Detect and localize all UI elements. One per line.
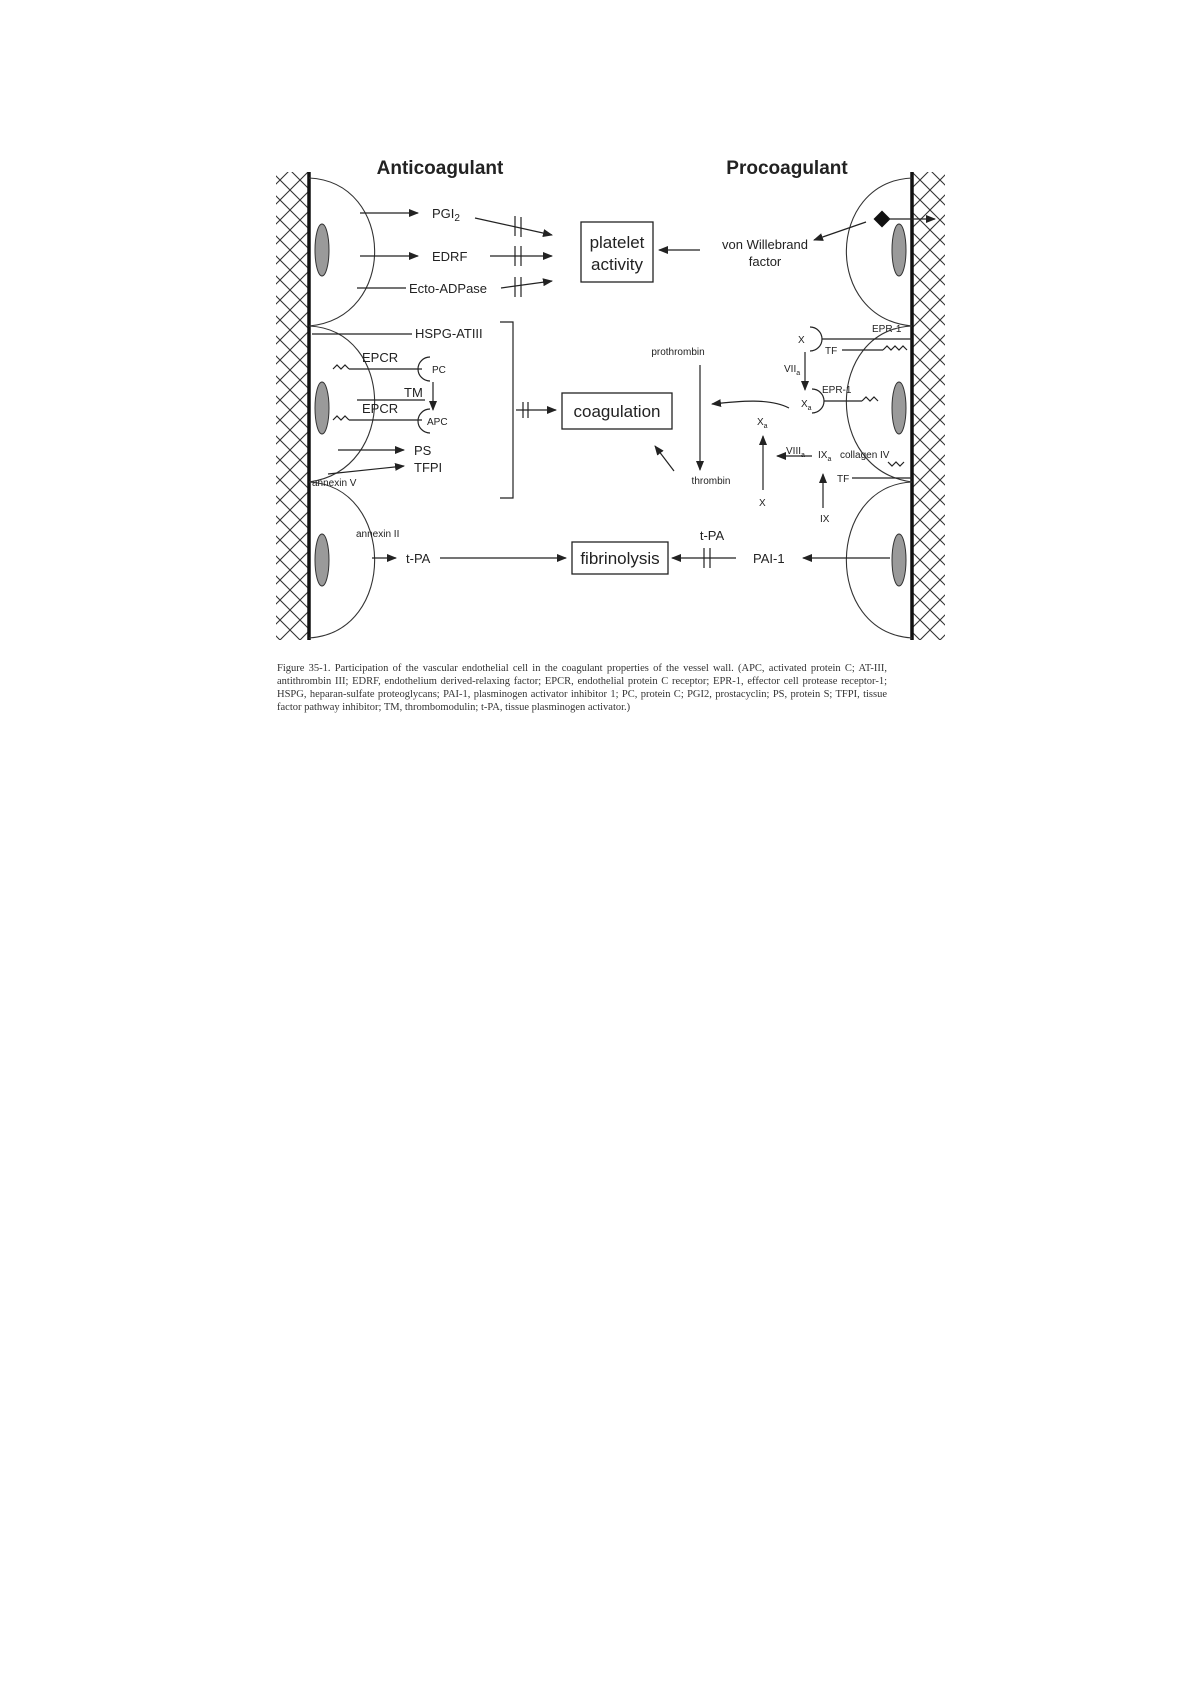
arrow-thrombin-feedback — [655, 446, 674, 471]
label-x-bottom: X — [759, 498, 766, 509]
label-annexin-v: annexin V — [312, 478, 357, 489]
label-tf-low: TF — [837, 474, 850, 485]
coagulation-box — [562, 393, 672, 429]
label-pc: PC — [432, 365, 446, 376]
label-vwf-1: von Willebrand — [722, 237, 808, 252]
label-ps: PS — [414, 443, 432, 458]
label-apc: APC — [427, 417, 448, 428]
bracket — [500, 322, 513, 498]
label-epr1-top: EPR-1 — [872, 324, 902, 335]
label-tf-top: TF — [825, 346, 838, 357]
label-hspg-atiii: HSPG-ATIII — [415, 326, 483, 341]
svg-text:coagulation: coagulation — [573, 402, 661, 421]
arrow-xa-to-thrombin-conv — [712, 401, 789, 408]
arrow-tfpi — [328, 466, 404, 474]
right-endothelial-cells — [846, 178, 912, 638]
platelet-activity-box — [581, 222, 653, 282]
svg-text:activity: activity — [591, 255, 643, 274]
label-tm: TM — [404, 385, 423, 400]
label-epcr-1: EPCR — [362, 350, 399, 365]
epr1-receptor-top — [810, 327, 822, 351]
collagen-anchor — [888, 462, 904, 466]
fibrinolysis-box — [572, 542, 668, 574]
label-ixa: $IX_a$ — [818, 450, 832, 463]
label-tpa-right: t-PA — [699, 528, 725, 543]
arrow-pgi2-platelet — [475, 218, 552, 235]
label-vwf-2: factor — [748, 254, 782, 269]
right-vessel-wall — [912, 172, 945, 640]
label-xa-low: $X_a$ — [757, 417, 768, 430]
label-x-top: X — [798, 335, 805, 346]
label-epr1-mid: EPR-1 — [822, 385, 852, 396]
epcr-anchor-2 — [333, 416, 349, 420]
label-xa-mid: $X_a$ — [801, 399, 812, 412]
header-procoagulant: Procoagulant — [726, 158, 848, 179]
label-pai1: PAI-1 — [753, 551, 785, 566]
label-ecto-adpase: Ecto-ADPase — [409, 281, 488, 296]
label-viia: $VII_a$ — [784, 364, 801, 377]
label-viiia: $VIII_a$ — [786, 446, 805, 459]
left-vessel-wall — [276, 172, 309, 640]
arrow-ecto-platelet — [501, 281, 552, 288]
svg-text:platelet: platelet — [589, 233, 645, 252]
label-prothrombin: prothrombin — [651, 347, 705, 358]
epcr-anchor-1 — [333, 365, 349, 369]
label-ix-bottom: IX — [820, 514, 830, 525]
arrow-to-vwf — [814, 222, 866, 240]
header-anticoagulant: Anticoagulant — [376, 158, 504, 179]
label-edrf: EDRF — [432, 249, 468, 264]
label-annexin-ii: annexin II — [356, 529, 400, 540]
label-pgi2: $PGI_2$ — [432, 206, 460, 224]
svg-text:fibrinolysis: fibrinolysis — [580, 549, 660, 568]
label-thrombin: thrombin — [691, 476, 731, 487]
vwf-granule — [874, 211, 891, 228]
figure-caption: Figure 35-1. Participation of the vascular endothelial cell in the coagulant properties of the vessel wall. (APC, activated protein C; AT-III, antithrombin III; EDRF, endothelium derived-relaxing factor; EPCR, endothelial protein C receptor; EPR-1, effector cell protease receptor-1; HSPG, heparan-sulfate proteoglycans; PAI-1, plasminogen activator inhibitor 1; PC, protein C; PGI2, prostacyclin; PS, protein S; TFPI, tissue factor pathway inhibitor; TM, thrombomodulin; t-PA, tissue plasminogen activator.) — [277, 663, 887, 713]
label-tpa-left: t-PA — [406, 551, 431, 566]
label-epcr-2: EPCR — [362, 401, 399, 416]
label-collagen-iv: collagen IV — [840, 450, 890, 461]
label-tfpi: TFPI — [414, 460, 443, 475]
